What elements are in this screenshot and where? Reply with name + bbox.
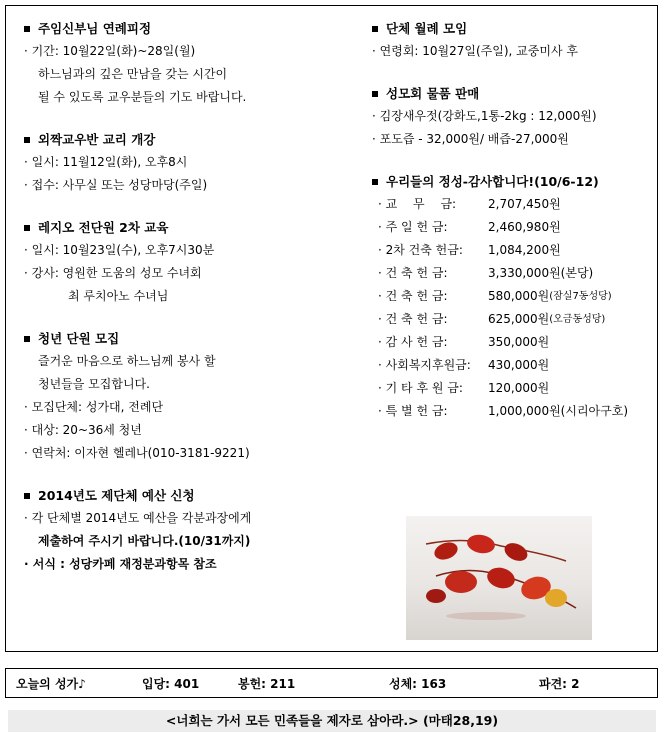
section-catechism	[24, 129, 354, 197]
donation-label: · 건 축 헌 금:	[378, 266, 448, 280]
donation-row	[372, 308, 662, 331]
hymn-communion: 성체: 163	[389, 677, 447, 691]
retreat-desc-2: 될 수 있도록 교우분들의 기도 바랍니다.	[38, 90, 247, 104]
donation-amount: 2,707,450원	[488, 197, 561, 211]
heading-catechism: 외짝교우반 교리 개강	[24, 129, 354, 151]
section-donations	[372, 171, 662, 423]
heading-donations: 우리들의 정성-감사합니다!(10/6-12)	[372, 171, 662, 193]
donation-row	[372, 193, 662, 216]
donation-row	[372, 216, 662, 239]
donation-note: (잠실7동성당)	[549, 291, 612, 302]
budget-form: · 서식 : 성당카페 재정분과항목 참조	[24, 557, 217, 571]
donation-amount: 2,460,980원	[488, 220, 561, 234]
donation-note: (오금동성당)	[549, 314, 606, 325]
donation-list	[372, 193, 662, 423]
donation-amount: 120,000원	[488, 381, 550, 395]
heading-youth-recruit: 청년 단원 모집	[24, 328, 354, 350]
donation-row	[372, 262, 662, 285]
catechism-registration: · 접수: 사무실 또는 성당마당(주일)	[24, 178, 208, 192]
heading-legio-education: 레지오 전단원 2차 교육	[24, 217, 354, 239]
donation-row	[372, 377, 662, 400]
youth-desc-1: 즐거운 마음으로 하느님께 봉사 할	[38, 354, 216, 368]
section-priest-retreat	[24, 18, 354, 109]
heading-budget: 2014년도 제단체 예산 신청	[24, 485, 354, 507]
donation-note: (본당)	[560, 266, 594, 280]
retreat-period: · 기간: 10월22일(화)~28일(월)	[24, 44, 196, 58]
retreat-desc-1: 하느님과의 깊은 만남을 갖는 시간이	[38, 67, 228, 81]
legio-date: · 일시: 10월23일(수), 오후7시30분	[24, 243, 215, 257]
donation-amount: 3,330,000원	[488, 266, 561, 280]
bulletin-frame	[5, 5, 658, 652]
youth-desc-2: 청년들을 모집합니다.	[38, 377, 150, 391]
youth-target: · 대상: 20~36세 청년	[24, 423, 142, 437]
donation-row	[372, 285, 662, 308]
donation-label: · 기 타 후 원 금:	[378, 381, 463, 395]
meeting-info: · 연령회: 10월27일(주일), 교중미사 후	[372, 44, 578, 58]
youth-contact: · 연락처: 이자현 헬레나(010-3181-9221)	[24, 446, 250, 460]
hymn-title: 오늘의 성가♪	[16, 677, 86, 691]
donation-amount: 430,000원	[488, 358, 550, 372]
donation-label: · 건 축 헌 금:	[378, 289, 448, 303]
donation-amount: 1,000,000원	[488, 404, 561, 418]
red-leaves-photo-icon	[406, 516, 592, 640]
section-monthly-meeting	[372, 18, 662, 63]
donation-label: · 건 축 헌 금:	[378, 312, 448, 326]
hymn-offertory: 봉헌: 211	[238, 677, 296, 691]
legio-speaker: · 강사: 영원한 도움의 성모 수녀회	[24, 266, 202, 280]
section-youth-recruit	[24, 328, 354, 465]
donation-amount: 580,000원	[488, 289, 550, 303]
donation-amount: 625,000원	[488, 312, 550, 326]
donation-label: · 사회복지후원금:	[378, 358, 471, 372]
scripture-quote: <너희는 가서 모든 민족들을 제자로 삼아라.> (마태28,19)	[8, 710, 656, 732]
donation-note: (시리아구호)	[560, 404, 628, 418]
donation-label: · 감 사 헌 금:	[378, 335, 448, 349]
youth-groups: · 모집단체: 성가대, 전례단	[24, 400, 164, 414]
donation-label: · 교 무 금:	[378, 197, 457, 211]
section-budget	[24, 485, 354, 576]
donation-amount: 1,084,200원	[488, 243, 561, 257]
donation-row	[372, 331, 662, 354]
hymn-bar	[5, 668, 658, 698]
legio-speaker-name: 최 루치아노 수녀님	[68, 289, 169, 303]
budget-desc-2: 제출하여 주시기 바랍니다.(10/31까지)	[38, 534, 251, 548]
hymn-entrance: 입당: 401	[142, 677, 200, 691]
donation-row	[372, 354, 662, 377]
sales-shrimp: · 김장새우젓(강화도,1통-2kg : 12,000원)	[372, 109, 597, 123]
right-column	[372, 6, 662, 423]
section-sales	[372, 83, 662, 151]
hymn-dismissal: 파견: 2	[539, 677, 580, 691]
donation-row	[372, 239, 662, 262]
section-legio-education	[24, 217, 354, 308]
donation-amount: 350,000원	[488, 335, 550, 349]
heading-monthly-meeting: 단체 월례 모임	[372, 18, 662, 40]
donation-label: · 2차 건축 헌금:	[378, 243, 463, 257]
heading-priest-retreat: 주임신부님 연례피정	[24, 18, 354, 40]
left-column	[24, 6, 354, 576]
heading-sales: 성모회 물품 판매	[372, 83, 662, 105]
budget-desc-1: · 각 단체별 2014년도 예산을 각분과장에게	[24, 511, 252, 525]
donation-label: · 주 일 헌 금:	[378, 220, 448, 234]
donation-row	[372, 400, 662, 423]
catechism-date: · 일시: 11월12일(화), 오후8시	[24, 155, 188, 169]
sales-juice: · 포도즙 - 32,000원/ 배즙-27,000원	[372, 132, 569, 146]
donation-label: · 특 별 헌 금:	[378, 404, 448, 418]
